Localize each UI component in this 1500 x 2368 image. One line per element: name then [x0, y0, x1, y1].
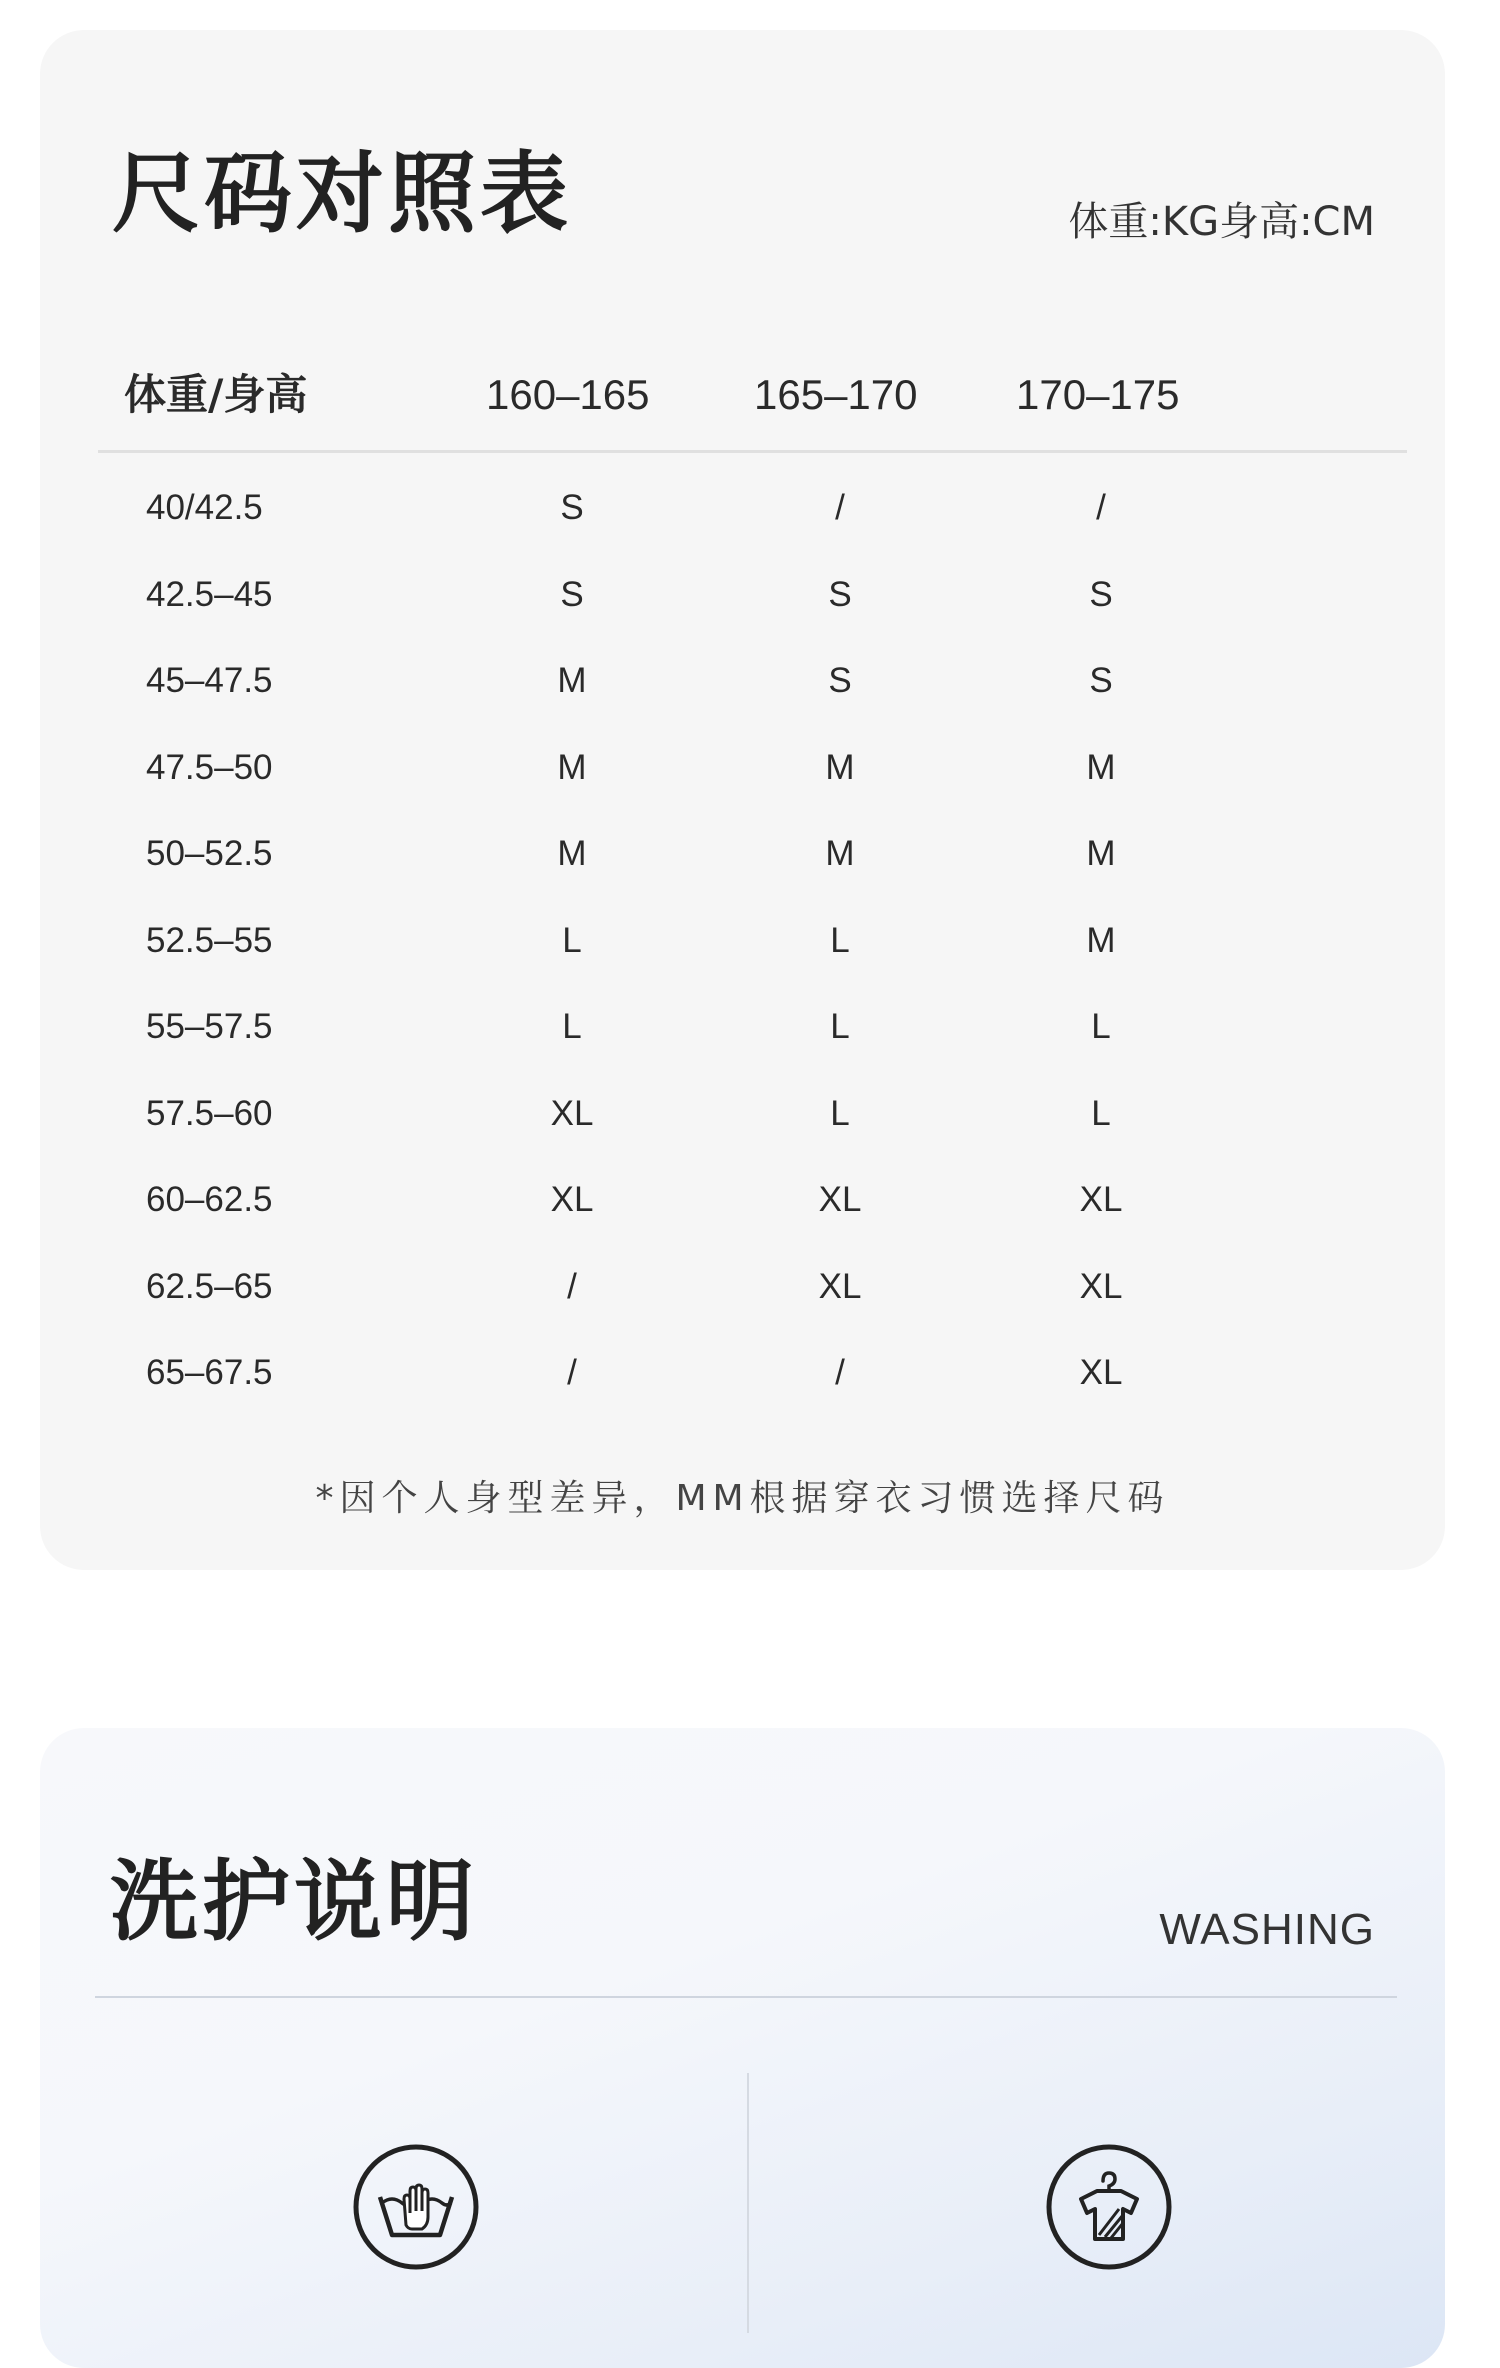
- washing-title: 洗护说明: [110, 1850, 479, 1953]
- size-cell: L: [830, 1007, 850, 1046]
- size-chart-card: [40, 30, 1445, 1570]
- size-cell: M: [1086, 834, 1116, 873]
- weight-cell: 55–57.5: [146, 1007, 273, 1046]
- size-chart-note: *因个人身型差异，MM根据穿衣习惯选择尺码: [315, 1478, 1170, 1519]
- table-row: [40, 743, 1445, 830]
- size-cell: XL: [550, 1180, 594, 1219]
- size-table-body: [40, 483, 1445, 1435]
- size-chart-title: 尺码对照表: [112, 142, 573, 245]
- size-cell: S: [828, 661, 852, 700]
- table-row: [40, 483, 1445, 570]
- size-cell: L: [1091, 1093, 1111, 1133]
- size-cell: L: [1091, 1007, 1111, 1046]
- weight-cell: 47.5–50: [146, 747, 273, 787]
- table-row: [40, 1002, 1445, 1089]
- table-row: [40, 916, 1445, 1003]
- weight-cell: 60–62.5: [146, 1180, 273, 1219]
- weight-cell: 40/42.5: [146, 488, 263, 527]
- size-cell: XL: [1079, 1180, 1123, 1219]
- size-cell: /: [567, 1266, 577, 1306]
- size-cell: XL: [1079, 1353, 1123, 1392]
- table-row: [40, 570, 1445, 657]
- table-row: [40, 1175, 1445, 1262]
- size-cell: L: [562, 1007, 582, 1046]
- hang-dry-icon: [1045, 2143, 1173, 2271]
- divider: [95, 1996, 1397, 1998]
- size-cell: /: [835, 1353, 845, 1392]
- size-cell: XL: [1079, 1266, 1123, 1306]
- header-weight-height: 体重/身高: [124, 370, 308, 419]
- table-row: [40, 829, 1445, 916]
- size-cell: M: [825, 834, 855, 873]
- size-cell: L: [830, 1093, 850, 1133]
- size-cell: S: [828, 574, 852, 614]
- size-cell: /: [835, 488, 845, 527]
- weight-cell: 50–52.5: [146, 834, 273, 873]
- washing-card: [40, 1728, 1445, 2368]
- size-cell: XL: [818, 1180, 862, 1219]
- table-row: [40, 1348, 1445, 1435]
- table-row: [40, 656, 1445, 743]
- table-row: [40, 1089, 1445, 1176]
- size-cell: M: [1086, 747, 1116, 787]
- size-cell: S: [560, 574, 584, 614]
- hand-wash-icon: [352, 2143, 480, 2271]
- size-cell: S: [1089, 661, 1113, 700]
- size-cell: XL: [818, 1266, 862, 1306]
- washing-subtitle: WASHING: [1159, 1905, 1375, 1954]
- weight-cell: 57.5–60: [146, 1093, 273, 1133]
- size-cell: M: [557, 834, 587, 873]
- header-height-range: 170–175: [1016, 371, 1180, 418]
- table-row: [40, 1262, 1445, 1349]
- weight-cell: 62.5–65: [146, 1266, 273, 1306]
- weight-cell: 65–67.5: [146, 1353, 273, 1392]
- size-cell: M: [557, 747, 587, 787]
- header-height-range: 165–170: [754, 371, 918, 418]
- divider: [747, 2073, 749, 2333]
- size-chart-units: 体重:KG身高:CM: [1068, 199, 1375, 245]
- size-cell: L: [830, 920, 850, 960]
- size-cell: /: [1096, 488, 1106, 527]
- weight-cell: 45–47.5: [146, 661, 273, 700]
- size-cell: S: [1089, 574, 1113, 614]
- size-cell: /: [567, 1353, 577, 1392]
- size-cell: M: [557, 661, 587, 700]
- size-cell: M: [1086, 920, 1116, 960]
- weight-cell: 52.5–55: [146, 920, 273, 960]
- size-table: [40, 365, 1445, 1435]
- size-cell: L: [562, 920, 582, 960]
- size-table-header: [98, 365, 1407, 453]
- size-cell: XL: [550, 1093, 594, 1133]
- size-cell: S: [560, 488, 584, 527]
- weight-cell: 42.5–45: [146, 574, 273, 614]
- header-height-range: 160–165: [486, 371, 650, 418]
- size-cell: M: [825, 747, 855, 787]
